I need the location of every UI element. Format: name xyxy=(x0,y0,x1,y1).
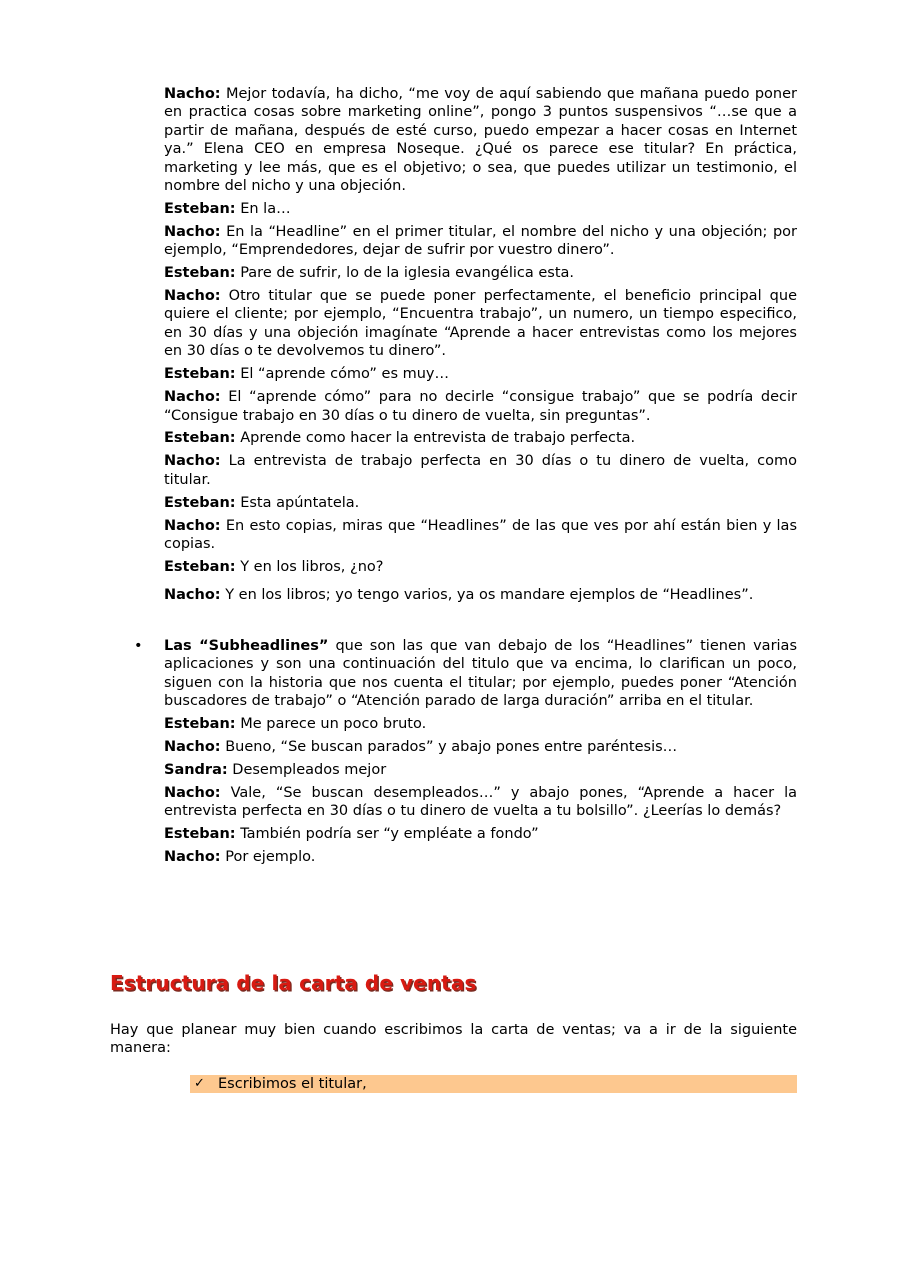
dialogue-line xyxy=(164,715,797,733)
checkmark-icon: ✓ xyxy=(194,1076,205,1091)
line-text: Bueno, “Se buscan parados” y abajo pones entre paréntesis… xyxy=(220,739,678,756)
speaker-name: Sandra: xyxy=(164,761,228,778)
dialogue-block xyxy=(164,85,797,609)
line-text: Esta apúntatela. xyxy=(235,494,360,511)
speaker-name: Esteban: xyxy=(164,366,236,383)
speaker-name: Nacho: xyxy=(164,849,221,866)
line-text: Pare de sufrir, lo de la iglesia evangélica esta. xyxy=(235,265,575,282)
line-text: El “aprende cómo” para no decirle “consigue trabajo” que se podría decir “Consigue trabajo en 30 días o tu dinero de vuelta, sin preguntas”. xyxy=(164,389,797,424)
speaker-name: Esteban: xyxy=(164,826,236,843)
subheadlines-bullet xyxy=(134,637,798,871)
dialogue-line xyxy=(164,494,797,512)
speaker-name: Nacho: xyxy=(164,587,221,604)
line-text: Mejor todavía, ha dicho, “me voy de aquí sabiendo que mañana puedo poner en practica cosas sobre marketing online”, pongo 3 puntos suspensivos “…se que a partir de mañana, después de esté curso, puedo empezar a hacer cosas en Internet ya.” Elena CEO en empresa Noseque. ¿Qué os parece ese titular? En práctica, marketing y lee más, que es el objetivo; o sea, que puedes utilizar un testimonio, el nombre del nicho y una objeción. xyxy=(164,86,797,195)
line-text: En la… xyxy=(235,200,291,217)
dialogue-line xyxy=(164,264,797,282)
speaker-name: Esteban: xyxy=(164,558,236,575)
line-text: Me parece un poco bruto. xyxy=(235,716,427,733)
dialogue-line xyxy=(164,452,797,489)
dialogue-line xyxy=(164,388,797,425)
dialogue-line xyxy=(164,223,797,260)
dialogue-line xyxy=(164,287,797,361)
bullet-text: que son las que van debajo de los “Headlines” tienen varias aplicaciones y son una continuación del titulo que va encima, lo clarifican un poco, siguen con la historia que nos cuenta el titular; por ejemplo, puedes poner “Atención buscadores de trabajo” o “Atención parado de larga duración” arriba en el titular. xyxy=(164,638,798,710)
checklist-item xyxy=(190,1075,797,1093)
checklist-item-text: Escribimos el titular, xyxy=(218,1076,367,1092)
dialogue-line xyxy=(164,586,797,604)
speaker-name: Nacho: xyxy=(164,389,221,406)
line-text: La entrevista de trabajo perfecta en 30 días o tu dinero de vuelta, como titular. xyxy=(164,453,797,488)
dialogue-line xyxy=(164,848,797,866)
speaker-name: Nacho: xyxy=(164,784,221,801)
speaker-name: Nacho: xyxy=(164,223,221,240)
speaker-name: Nacho: xyxy=(164,739,221,756)
line-text: Otro titular que se puede poner perfectamente, el beneficio principal que quiere el cliente; por ejemplo, “Encuentra trabajo”, un numero, un tiempo especifico, en 30 días y una objeción imagínate “Aprende a hacer entrevistas como los mejores en 30 días o te devolvemos tu dinero”. xyxy=(164,288,797,360)
speaker-name: Nacho: xyxy=(164,86,221,102)
line-text: En la “Headline” en el primer titular, el nombre del nicho y una objeción; por ejemplo, “Emprendedores, dejar de sufrir por vuestro dinero”. xyxy=(164,223,797,259)
line-text: Y en los libros, ¿no? xyxy=(235,558,384,575)
dialogue-line xyxy=(164,365,797,383)
speaker-name: Esteban: xyxy=(164,265,236,282)
dialogue-line xyxy=(164,85,797,195)
dialogue-line xyxy=(164,825,797,843)
speaker-name: Esteban: xyxy=(164,200,236,217)
dialogue-line xyxy=(164,761,797,779)
line-text: Y en los libros; yo tengo varios, ya os mandare ejemplos de “Headlines”. xyxy=(220,587,754,604)
dialogue-line xyxy=(164,517,797,554)
dialogue-line xyxy=(164,558,797,576)
dialogue-line xyxy=(164,738,797,756)
speaker-name: Esteban: xyxy=(164,716,236,733)
section-heading: Estructura de la carta de ventas xyxy=(110,971,477,995)
speaker-name: Nacho: xyxy=(164,453,221,470)
line-text: Por ejemplo. xyxy=(220,849,316,866)
dialogue-line xyxy=(164,429,797,447)
speaker-name: Esteban: xyxy=(164,494,236,511)
bullet-paragraph xyxy=(164,637,797,711)
dialogue-line xyxy=(164,784,797,821)
line-text: También podría ser “y empléate a fondo” xyxy=(235,826,539,843)
line-text: Desempleados mejor xyxy=(227,761,387,778)
bullet-lead: Las “Subheadlines” xyxy=(164,638,329,654)
section-intro: Hay que planear muy bien cuando escribimos la carta de ventas; va a ir de la siguiente manera: xyxy=(110,1022,797,1057)
dialogue-line xyxy=(164,200,797,218)
checklist xyxy=(190,1075,797,1093)
speaker-name: Nacho: xyxy=(164,517,221,534)
speaker-name: Nacho: xyxy=(164,288,221,305)
bullet-marker: • xyxy=(134,638,143,654)
speaker-name: Esteban: xyxy=(164,430,236,447)
line-text: En esto copias, miras que “Headlines” de las que ves por ahí están bien y las copias. xyxy=(164,517,797,552)
line-text: Aprende como hacer la entrevista de trabajo perfecta. xyxy=(235,430,636,447)
line-text: El “aprende cómo” es muy… xyxy=(235,366,450,383)
line-text: Vale, “Se buscan desempleados…” y abajo pones, “Aprende a hacer la entrevista perfecta en 30 días o tu dinero de vuelta a tu bolsillo”. ¿Leerías lo demás? xyxy=(164,784,797,820)
